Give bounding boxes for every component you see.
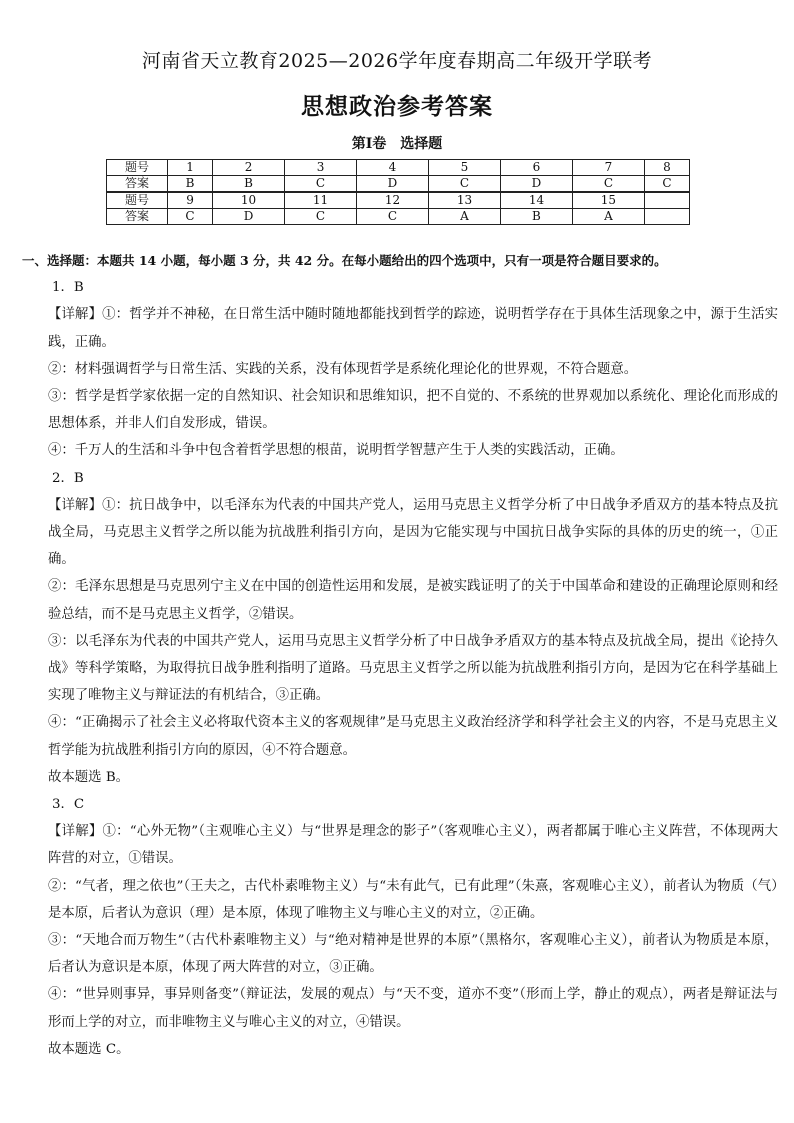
- table-cell: A: [428, 209, 500, 225]
- explanation-line: ③：哲学是哲学家依据一定的自然知识、社会知识和思维知识，把不自觉的、不系统的世界观加以系统化、理论化而形成的思想体系，并非人们自发形成，错误。: [48, 389, 778, 432]
- explanation-line: ④：“正确揭示了社会主义必将取代资本主义的客观规律”是马克思主义政治经济学和科学社会主义的内容，不是马克思主义哲学能为抗战胜利指引方向的原因，④不符合题意。: [48, 715, 778, 758]
- question-number: 3．C: [52, 797, 85, 813]
- table-row: [107, 160, 690, 176]
- table-cell: C: [428, 176, 500, 193]
- explanation-line: ④：“世异则事异，事异则备变”（辩证法，发展的观点）与“天不变，道亦不变”（形而上学，静止的观点），两者是辩证法与形而上学的对立，而非唯物主义与唯心主义的对立，④错误。: [48, 987, 778, 1030]
- question-number: 2．B: [52, 470, 84, 486]
- answer-explanations: [22, 247, 778, 1063]
- table-cell: C: [644, 176, 689, 193]
- table-cell: 14: [500, 192, 572, 209]
- table-cell: D: [213, 209, 285, 225]
- table-row: [107, 209, 690, 225]
- table-cell: D: [500, 176, 572, 193]
- row-label: 答案: [107, 176, 168, 193]
- explanation-line: ③：以毛泽东为代表的中国共产党人，运用马克思主义哲学分析了中日战争矛盾双方的基本特点及抗战全局，提出《论持久战》等科学策略，为取得抗日战争胜利指明了道路。马克思主义哲学之所以能为抗战胜利指引方向，是因为它在科学基础上实现了唯物主义与辩证法的有机结合，③正确。: [48, 633, 778, 704]
- explanation-line: ②：毛泽东思想是马克思列宁主义在中国的创造性运用和发展，是被实践证明了的关于中国革命和建设的正确理论原则和经验总结，而不是马克思主义哲学，②错误。: [48, 579, 778, 622]
- table-cell: 1: [168, 160, 213, 176]
- table-cell: [644, 209, 689, 225]
- explanation-line: ③：“天地合而万物生”（古代朴素唯物主义）与“绝对精神是世界的本原”（黑格尔，客观唯心主义），前者认为物质是本原，后者认为意识是本原，体现了两大阵营的对立，③正确。: [48, 933, 778, 976]
- document-title: 河南省天立教育2025—2026学年度春期高二年级开学联考: [141, 50, 653, 72]
- table-cell: C: [572, 176, 644, 193]
- question-list: [22, 274, 778, 1063]
- table-cell: 12: [357, 192, 429, 209]
- table-cell: 8: [644, 160, 689, 176]
- table-cell: A: [572, 209, 644, 225]
- section-intro: 一、选择题：本题共 14 小题，每小题 3 分，共 42 分。在每小题给出的四个选项中，只有一项是符合题目要求的。: [22, 253, 667, 268]
- table-cell: 13: [428, 192, 500, 209]
- table-cell: 9: [168, 192, 213, 209]
- table-cell: 3: [285, 160, 357, 176]
- table-cell: 4: [357, 160, 429, 176]
- table-cell: C: [357, 209, 429, 225]
- explanation-line: 【详解】①：抗日战争中，以毛泽东为代表的中国共产党人，运用马克思主义哲学分析了中日战争矛盾双方的基本特点及抗战全局，马克思主义哲学之所以能为抗战胜利指引方向，是因为它能实现与中国抗日战争实际的具体的历史的统一，①正确。: [48, 497, 778, 568]
- document-subtitle: 思想政治参考答案: [301, 93, 493, 120]
- row-label: 题号: [107, 192, 168, 209]
- table-cell: 15: [572, 192, 644, 209]
- row-label: 题号: [107, 160, 168, 176]
- explanation-line: 【详解】①：“心外无物”（主观唯心主义）与“世界是理念的影子”（客观唯心主义），两者都属于唯心主义阵营，不体现两大阵营的对立，①错误。: [48, 824, 778, 867]
- table-cell: 7: [572, 160, 644, 176]
- table-cell: C: [285, 176, 357, 193]
- table-cell: 11: [285, 192, 357, 209]
- explanation-line: ④：千万人的生活和斗争中包含着哲学思想的根苗，说明哲学智慧产生于人类的实践活动，正确。: [48, 443, 624, 459]
- row-label: 答案: [107, 209, 168, 225]
- answer-table: [106, 159, 690, 225]
- table-cell: B: [168, 176, 213, 193]
- table-row: [107, 192, 690, 209]
- explanation-line: ②：材料强调哲学与日常生活、实践的关系，没有体现哲学是系统化理论化的世界观，不符合题意。: [48, 361, 638, 377]
- table-cell: C: [285, 209, 357, 225]
- table-cell: 5: [428, 160, 500, 176]
- table-cell: [644, 192, 689, 209]
- table-cell: D: [357, 176, 429, 193]
- table-cell: B: [213, 176, 285, 193]
- explanation-line: ②：“气者，理之依也”（王夫之，古代朴素唯物主义）与“未有此气，已有此理”（朱熹，客观唯心主义），前者认为物质（气）是本原，后者认为意识（理）是本原，体现了唯物主义与唯心主义的对立，②正确。: [48, 878, 778, 921]
- table-cell: 10: [213, 192, 285, 209]
- explanation-line: 【详解】①：哲学并不神秘，在日常生活中随时随地都能找到哲学的踪迹，说明哲学存在于具体生活现象之中，源于生活实践，正确。: [48, 307, 778, 350]
- table-row: [107, 176, 690, 193]
- table-cell: 2: [213, 160, 285, 176]
- conclusion-line: 故本题选 C。: [48, 1041, 130, 1057]
- table-cell: 6: [500, 160, 572, 176]
- conclusion-line: 故本题选 B。: [48, 769, 130, 785]
- table-cell: C: [168, 209, 213, 225]
- table-cell: B: [500, 209, 572, 225]
- question-number: 1．B: [52, 280, 84, 296]
- section-heading: 第Ⅰ卷 选择题: [351, 136, 443, 152]
